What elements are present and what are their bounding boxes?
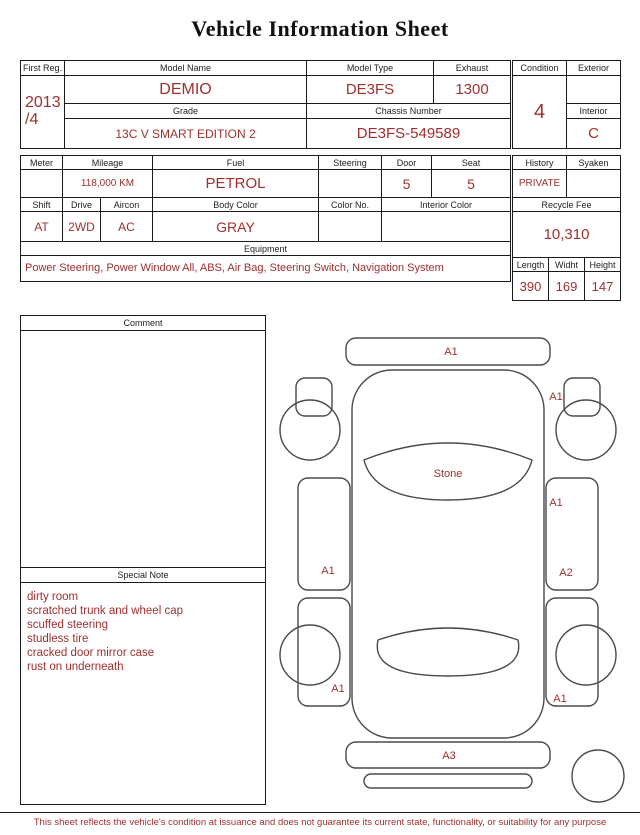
interior-label: Interior (567, 104, 621, 119)
rear-left-wheel (280, 625, 340, 685)
diagram-label-left-rear-door: A1 (321, 565, 335, 577)
front-right-wheel (556, 400, 616, 460)
special-note-list (21, 583, 265, 681)
seat-value: 5 (432, 170, 511, 198)
special-note-item: cracked door mirror case (27, 647, 155, 660)
chassis-number-value: DE3FS-549589 (307, 119, 511, 149)
diagram-label-right-rear-door: A2 (559, 567, 573, 579)
steering-label: Steering (319, 156, 382, 170)
special-note-header: Special Note (21, 568, 265, 583)
equipment-label: Equipment (21, 242, 511, 256)
diagram-label-left-rear-fender: A1 (331, 683, 345, 695)
lower-rear-bar-shape (364, 774, 532, 788)
model-name-value: DEMIO (65, 76, 307, 104)
width-value: 169 (549, 272, 585, 301)
special-note-box (20, 567, 266, 805)
rear-window-shape (377, 628, 518, 676)
model-name-label: Model Name (65, 61, 307, 76)
door-label: Door (382, 156, 432, 170)
height-label: Height (585, 258, 621, 272)
chassis-number-label: Chassis Number (307, 104, 511, 119)
steering-value (319, 170, 382, 198)
comment-body (21, 331, 265, 567)
left-mirror-shape (296, 378, 332, 416)
rear-right-wheel (556, 625, 616, 685)
comment-box (20, 315, 266, 568)
exhaust-label: Exhaust (434, 61, 511, 76)
first-reg-month: /4 (25, 111, 39, 128)
aircon-label: Aircon (101, 198, 153, 212)
first-reg-year: 2013 (25, 94, 61, 112)
page-title: Vehicle Information Sheet (191, 16, 449, 41)
recycle-fee-value: 10,310 (513, 212, 621, 258)
seat-label: Seat (432, 156, 511, 170)
model-type-value: DE3FS (307, 76, 434, 104)
diagram-label-right-front-door: A1 (549, 497, 563, 509)
body-color-label: Body Color (153, 198, 319, 212)
special-note-item: studless tire (27, 633, 89, 646)
length-label: Length (513, 258, 549, 272)
diagram-label-rear-bumper: A3 (442, 750, 456, 762)
diagram-label-front-right-corner: A1 (549, 391, 563, 403)
spec-table (20, 155, 511, 282)
condition-table (512, 60, 621, 149)
special-note-item: scratched trunk and wheel cap (27, 605, 183, 618)
mileage-value: 118,000 KM (63, 170, 153, 198)
notes-column (20, 315, 266, 805)
height-value: 147 (585, 272, 621, 301)
first-reg-value (21, 76, 65, 149)
interior-color-value (382, 212, 511, 242)
mileage-label: Mileage (63, 156, 153, 170)
drive-label: Drive (63, 198, 101, 212)
spare-tire-shape (572, 750, 624, 802)
exhaust-value: 1300 (434, 76, 511, 104)
history-value: PRIVATE (513, 170, 567, 198)
interior-color-label: Interior Color (382, 198, 511, 212)
syaken-value (567, 170, 621, 198)
history-label: History (513, 156, 567, 170)
syaken-label: Syaken (567, 156, 621, 170)
special-note-item: scuffed steering (27, 619, 108, 632)
grade-label: Grade (65, 104, 307, 119)
right-mirror-shape (564, 378, 600, 416)
diagram-label-windshield: Stone (433, 468, 463, 480)
diagram-label-right-rear-fender: A1 (553, 693, 567, 705)
condition-label: Condition (513, 61, 567, 76)
car-damage-diagram (268, 310, 630, 806)
special-note-item: rust on underneath (27, 661, 124, 674)
exterior-value (567, 76, 621, 104)
shift-label: Shift (21, 198, 63, 212)
drive-value: 2WD (63, 212, 101, 242)
model-info-table (20, 60, 511, 149)
interior-value: C (567, 119, 621, 149)
length-value: 390 (513, 272, 549, 301)
front-left-wheel (280, 400, 340, 460)
diagram-label-front-bumper: A1 (444, 346, 458, 358)
color-no-value (319, 212, 382, 242)
grade-value: 13C V SMART EDITION 2 (65, 119, 307, 149)
body-color-value: GRAY (153, 212, 319, 242)
door-value: 5 (382, 170, 432, 198)
fuel-label: Fuel (153, 156, 319, 170)
meter-value (21, 170, 63, 198)
shift-value: AT (21, 212, 63, 242)
car-body-outline (352, 370, 544, 738)
condition-value: 4 (513, 76, 567, 149)
model-type-label: Model Type (307, 61, 434, 76)
recycle-fee-label: Recycle Fee (513, 198, 621, 212)
right-rear-door-shape (546, 598, 598, 706)
car-top-view-svg (268, 310, 630, 806)
disclaimer-text: This sheet reflects the vehicle's condition at issuance and does not guarantee its current state, functionality, or suitability for any purpose (0, 812, 640, 828)
comment-header: Comment (21, 316, 265, 331)
meter-label: Meter (21, 156, 63, 170)
fuel-value: PETROL (153, 170, 319, 198)
first-reg-label: First Reg. (21, 61, 65, 76)
special-note-item: dirty room (27, 591, 79, 603)
color-no-label: Color No. (319, 198, 382, 212)
width-label: Widht (549, 258, 585, 272)
equipment-value: Power Steering, Power Window All, ABS, Air Bag, Steering Switch, Navigation System (21, 256, 511, 282)
history-fee-table (512, 155, 621, 301)
aircon-value: AC (101, 212, 153, 242)
exterior-label: Exterior (567, 61, 621, 76)
